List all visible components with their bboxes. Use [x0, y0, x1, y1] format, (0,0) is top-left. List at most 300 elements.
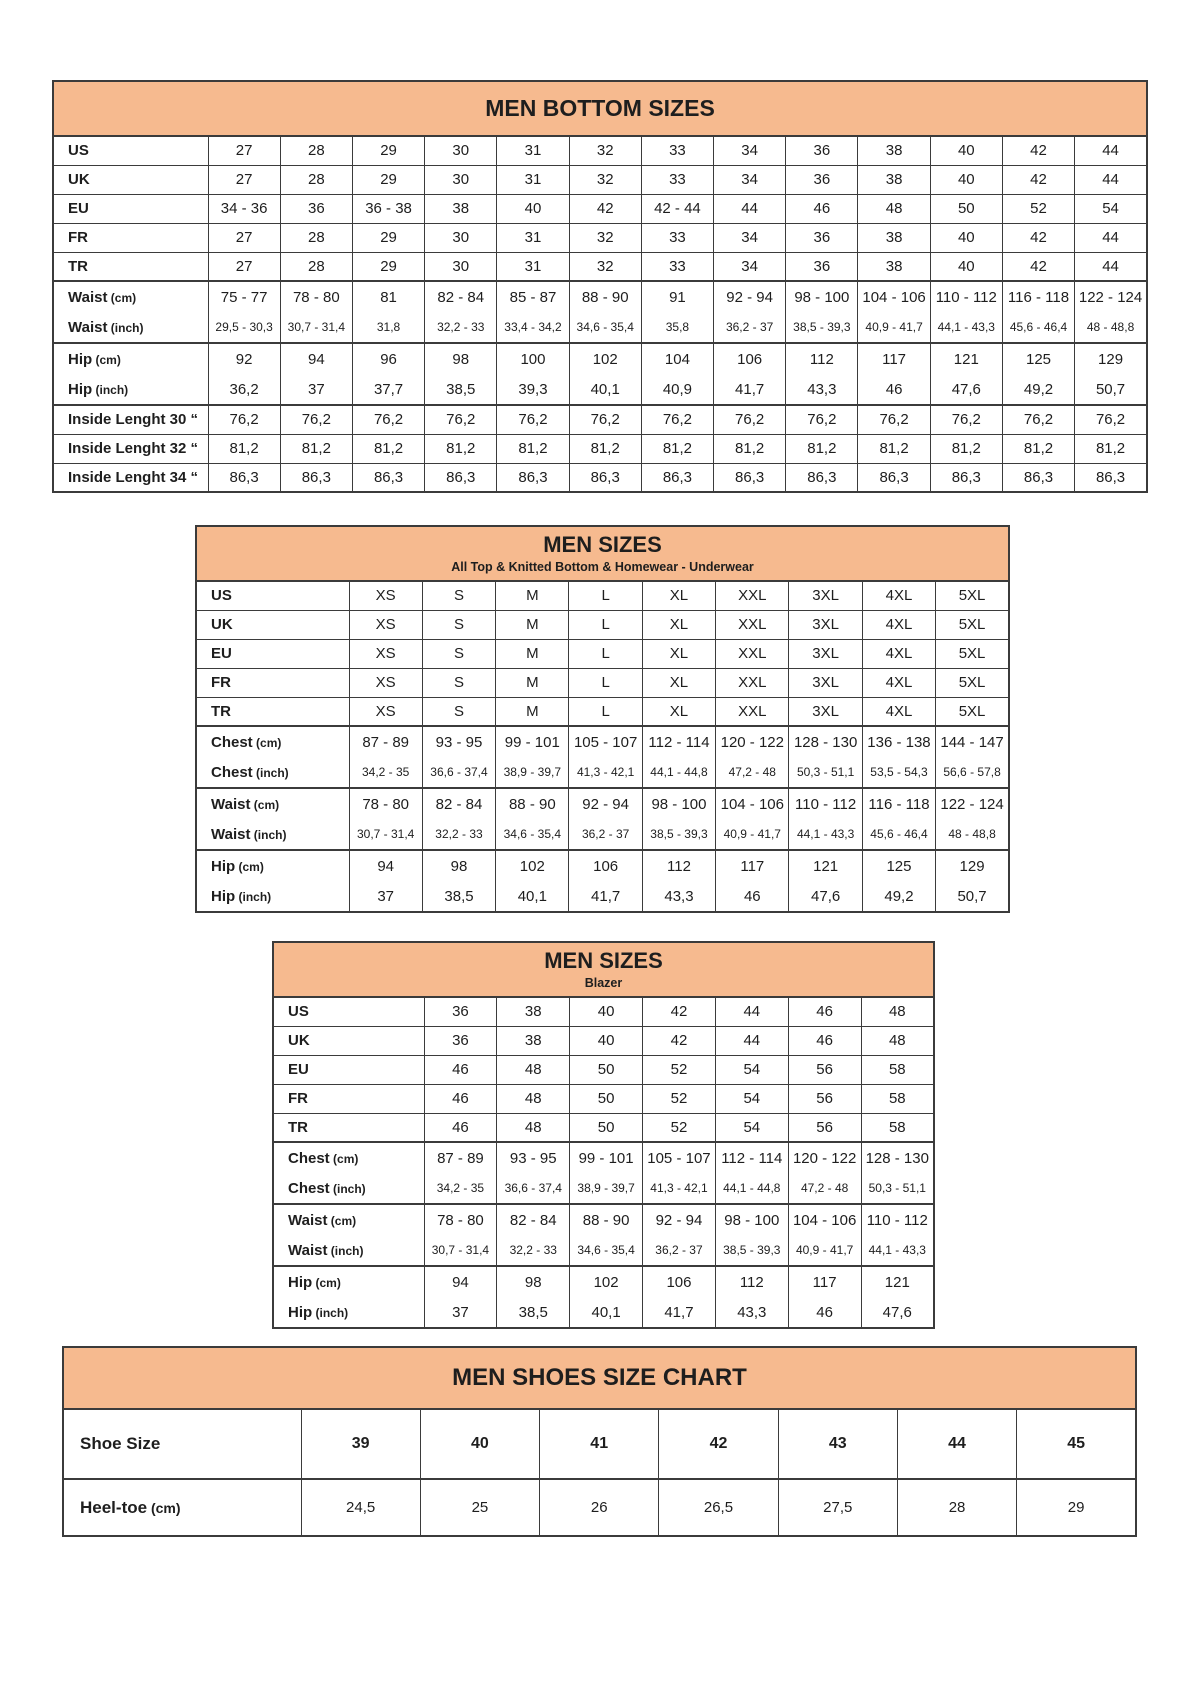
size-cell: 46 — [788, 1297, 861, 1328]
size-cell: 76,2 — [930, 405, 1002, 434]
size-cell: 50 — [570, 1055, 643, 1084]
size-cell: 38,5 - 39,3 — [786, 312, 858, 343]
size-cell: 5XL — [936, 668, 1009, 697]
size-cell: 48 — [497, 1113, 570, 1142]
size-cell: 86,3 — [714, 463, 786, 492]
size-cell: M — [496, 581, 569, 610]
size-cell: 39 — [301, 1409, 420, 1479]
row-label-unit: (inch) — [250, 827, 287, 842]
size-cell: 34,6 - 35,4 — [570, 1235, 643, 1266]
size-cell: 32,2 - 33 — [497, 1235, 570, 1266]
row-label-unit: (cm) — [327, 1213, 357, 1228]
row-label-text: Inside Lenght 34 “ — [68, 468, 199, 486]
size-cell: 40,9 - 41,7 — [716, 819, 789, 850]
size-cell: 32 — [569, 165, 641, 194]
size-cell: 26,5 — [659, 1479, 778, 1536]
size-cell: 34,2 - 35 — [424, 1173, 497, 1204]
size-cell: 38,5 - 39,3 — [715, 1235, 788, 1266]
size-cell: 58 — [861, 1084, 934, 1113]
size-cell: 38,9 - 39,7 — [570, 1173, 643, 1204]
size-cell: 44 — [714, 194, 786, 223]
size-cell: 3XL — [789, 697, 862, 726]
size-cell: 46 — [786, 194, 858, 223]
size-cell: 75 - 77 — [208, 281, 280, 312]
size-cell: 81 — [352, 281, 424, 312]
size-cell: 48 — [861, 997, 934, 1026]
size-cell: 34 - 36 — [208, 194, 280, 223]
size-cell: 43,3 — [786, 374, 858, 405]
row-label-unit: (inch) — [107, 320, 144, 335]
size-cell: 76,2 — [425, 405, 497, 434]
size-cell: 86,3 — [786, 463, 858, 492]
size-cell: 42 — [1002, 252, 1074, 281]
size-cell: 86,3 — [569, 463, 641, 492]
size-cell: 40,9 - 41,7 — [858, 312, 930, 343]
size-cell: 38 — [497, 997, 570, 1026]
size-cell: 41,7 — [569, 881, 642, 912]
size-cell: 106 — [714, 343, 786, 374]
size-cell: 93 - 95 — [422, 726, 495, 757]
table-row — [53, 281, 1147, 312]
size-cell: 34,6 - 35,4 — [569, 312, 641, 343]
size-cell: L — [569, 581, 642, 610]
row-label — [196, 850, 349, 881]
size-cell: 120 - 122 — [788, 1142, 861, 1173]
size-cell: 106 — [569, 850, 642, 881]
size-cell: 48 - 48,8 — [936, 819, 1009, 850]
size-cell: 76,2 — [497, 405, 569, 434]
size-cell: 37 — [349, 881, 422, 912]
size-cell: 99 - 101 — [496, 726, 569, 757]
row-label-unit: (cm) — [147, 1499, 181, 1516]
table-row — [196, 788, 1009, 819]
row-label — [53, 223, 208, 252]
size-cell: 81,2 — [641, 434, 713, 463]
table-header-row — [53, 81, 1147, 136]
row-label — [53, 252, 208, 281]
size-cell: 32,2 - 33 — [422, 819, 495, 850]
size-cell: 41,7 — [714, 374, 786, 405]
size-cell: 4XL — [862, 639, 935, 668]
size-cell: 128 - 130 — [861, 1142, 934, 1173]
size-cell: L — [569, 610, 642, 639]
size-cell: 50,3 - 51,1 — [861, 1173, 934, 1204]
table-row — [196, 610, 1009, 639]
table-row — [196, 850, 1009, 881]
size-cell: M — [496, 610, 569, 639]
size-cell: 125 — [1002, 343, 1074, 374]
size-cell: M — [496, 668, 569, 697]
size-cell: 36,6 - 37,4 — [497, 1173, 570, 1204]
size-cell: 54 — [715, 1113, 788, 1142]
size-cell: 144 - 147 — [936, 726, 1009, 757]
size-cell: 110 - 112 — [789, 788, 862, 819]
size-cell: 86,3 — [352, 463, 424, 492]
size-cell: 49,2 — [1002, 374, 1074, 405]
size-cell: 88 - 90 — [496, 788, 569, 819]
size-cell: 76,2 — [208, 405, 280, 434]
size-cell: 122 - 124 — [936, 788, 1009, 819]
size-cell: 48 — [497, 1084, 570, 1113]
size-cell: 48 — [858, 194, 930, 223]
table-row — [196, 726, 1009, 757]
size-cell: 36 — [424, 1026, 497, 1055]
size-cell: 29,5 - 30,3 — [208, 312, 280, 343]
table-row — [196, 581, 1009, 610]
row-label-text: Chest — [288, 1149, 330, 1167]
size-cell: 86,3 — [208, 463, 280, 492]
size-cell: 102 — [570, 1266, 643, 1297]
size-cell: 56 — [788, 1084, 861, 1113]
size-cell: 91 — [641, 281, 713, 312]
row-label — [196, 788, 349, 819]
size-cell: 86,3 — [1002, 463, 1074, 492]
size-cell: 37 — [424, 1297, 497, 1328]
row-label-text: Hip — [211, 857, 236, 875]
size-cell: 78 - 80 — [424, 1204, 497, 1235]
size-cell: 46 — [424, 1084, 497, 1113]
row-label-text: UK — [68, 171, 90, 188]
row-label-unit: (cm) — [92, 352, 121, 367]
size-cell: 45,6 - 46,4 — [862, 819, 935, 850]
size-cell: 41,7 — [643, 1297, 716, 1328]
size-cell: 42 — [659, 1409, 778, 1479]
size-cell: 40 — [930, 165, 1002, 194]
row-label — [273, 1235, 424, 1266]
row-label-text: Hip — [288, 1303, 313, 1321]
row-label — [273, 1026, 424, 1055]
size-cell: 42 — [643, 1026, 716, 1055]
size-cell: 4XL — [862, 581, 935, 610]
size-cell: 30,7 - 31,4 — [424, 1235, 497, 1266]
size-cell: 44 — [1075, 223, 1147, 252]
row-label — [53, 343, 208, 374]
size-cell: 81,2 — [1002, 434, 1074, 463]
size-cell: 46 — [716, 881, 789, 912]
size-cell: 128 - 130 — [789, 726, 862, 757]
size-cell: 38 — [858, 165, 930, 194]
size-cell: 36,2 — [208, 374, 280, 405]
table-row — [273, 1026, 934, 1055]
size-cell: 117 — [716, 850, 789, 881]
size-cell: 86,3 — [641, 463, 713, 492]
row-label — [63, 1479, 301, 1536]
row-label-text: Heel-toe — [80, 1497, 148, 1517]
size-cell: 81,2 — [352, 434, 424, 463]
size-cell: 81,2 — [930, 434, 1002, 463]
table-row — [273, 1266, 934, 1297]
size-cell: 76,2 — [858, 405, 930, 434]
size-cell: XL — [642, 639, 715, 668]
size-cell: 44 — [1075, 136, 1147, 165]
table-row — [273, 1297, 934, 1328]
size-cell: 4XL — [862, 610, 935, 639]
table-title: MEN BOTTOM SIZES — [485, 94, 715, 121]
row-label-text: TR — [211, 702, 231, 720]
size-cell: 4XL — [862, 697, 935, 726]
table-row — [53, 223, 1147, 252]
size-cell: 4XL — [862, 668, 935, 697]
size-cell: 98 - 100 — [786, 281, 858, 312]
size-cell: 32 — [569, 252, 641, 281]
size-cell: 48 - 48,8 — [1075, 312, 1147, 343]
size-cell: 29 — [352, 223, 424, 252]
row-label — [196, 668, 349, 697]
size-cell: S — [422, 581, 495, 610]
size-cell: 76,2 — [1075, 405, 1147, 434]
row-label-text: US — [211, 587, 232, 605]
row-label-text: Hip — [211, 887, 236, 905]
table-header-row — [63, 1347, 1136, 1409]
size-cell: 36 — [786, 252, 858, 281]
size-cell: 40 — [570, 997, 643, 1026]
size-cell: 26 — [540, 1479, 659, 1536]
size-cell: 28 — [280, 136, 352, 165]
table-row — [196, 881, 1009, 912]
size-cell: 40,1 — [496, 881, 569, 912]
size-cell: 58 — [861, 1113, 934, 1142]
size-cell: 93 - 95 — [497, 1142, 570, 1173]
size-cell: XS — [349, 697, 422, 726]
row-label-text: Waist — [288, 1241, 328, 1259]
row-label-unit: (inch) — [252, 765, 289, 780]
size-cell: XS — [349, 639, 422, 668]
size-cell: 46 — [858, 374, 930, 405]
row-label-text: FR — [211, 674, 231, 691]
size-cell: 85 - 87 — [497, 281, 569, 312]
size-cell: 48 — [497, 1055, 570, 1084]
table-title: MEN SIZES — [543, 531, 662, 557]
size-cell: 112 - 114 — [642, 726, 715, 757]
size-cell: 44,1 - 43,3 — [789, 819, 862, 850]
row-label-text: TR — [288, 1118, 308, 1136]
size-cell: 33,4 - 34,2 — [497, 312, 569, 343]
size-cell: 54 — [1075, 194, 1147, 223]
size-cell: 116 - 118 — [862, 788, 935, 819]
size-cell: 53,5 - 54,3 — [862, 757, 935, 788]
row-label — [273, 1204, 424, 1235]
table-row — [63, 1409, 1136, 1479]
row-label-text: Chest — [288, 1179, 330, 1197]
size-cell: 94 — [349, 850, 422, 881]
size-cell: 136 - 138 — [862, 726, 935, 757]
row-label — [53, 194, 208, 223]
size-cell: 27 — [208, 136, 280, 165]
size-cell: 36 — [786, 223, 858, 252]
size-cell: 88 - 90 — [569, 281, 641, 312]
size-cell: 81,2 — [425, 434, 497, 463]
size-cell: 42 — [643, 997, 716, 1026]
row-label-text: Inside Lenght 32 “ — [68, 440, 199, 457]
size-cell: 31 — [497, 252, 569, 281]
size-cell: 56 — [788, 1113, 861, 1142]
size-cell: 98 — [497, 1266, 570, 1297]
row-label — [196, 639, 349, 668]
size-cell: 92 - 94 — [714, 281, 786, 312]
size-cell: 82 - 84 — [425, 281, 497, 312]
row-label-unit: (inch) — [235, 889, 272, 904]
row-label — [196, 819, 349, 850]
table-row — [273, 1173, 934, 1204]
size-cell: 3XL — [789, 639, 862, 668]
row-label — [53, 463, 208, 492]
size-cell: 38 — [858, 252, 930, 281]
row-label-text: Shoe Size — [80, 1434, 161, 1453]
size-cell: XS — [349, 581, 422, 610]
row-label — [273, 1173, 424, 1204]
size-cell: XXL — [716, 697, 789, 726]
row-label-unit: (cm) — [107, 290, 137, 305]
row-label — [53, 165, 208, 194]
size-cell: 29 — [352, 252, 424, 281]
size-cell: XXL — [716, 610, 789, 639]
men-bottom-sizes-table — [52, 80, 1148, 493]
size-cell: 81,2 — [1075, 434, 1147, 463]
size-cell: 29 — [1017, 1479, 1136, 1536]
row-label — [53, 312, 208, 343]
size-cell: 122 - 124 — [1075, 281, 1147, 312]
size-cell: 36,2 - 37 — [643, 1235, 716, 1266]
size-cell: 81,2 — [280, 434, 352, 463]
size-cell: 86,3 — [1075, 463, 1147, 492]
row-label — [53, 281, 208, 312]
size-cell: 112 - 114 — [715, 1142, 788, 1173]
size-cell: 50 — [570, 1113, 643, 1142]
size-cell: 40 — [570, 1026, 643, 1055]
row-label-text: US — [68, 142, 89, 160]
row-label — [273, 1055, 424, 1084]
size-cell: 54 — [715, 1055, 788, 1084]
size-cell: 40 — [930, 136, 1002, 165]
size-cell: 44,1 - 44,8 — [642, 757, 715, 788]
size-cell: 36 — [786, 136, 858, 165]
table-row — [273, 997, 934, 1026]
size-cell: 54 — [715, 1084, 788, 1113]
row-label-unit: (inch) — [312, 1305, 349, 1320]
size-cell: 36,2 - 37 — [714, 312, 786, 343]
size-cell: 81,2 — [786, 434, 858, 463]
row-label-unit: (inch) — [327, 1243, 364, 1258]
size-cell: 110 - 112 — [930, 281, 1002, 312]
size-cell: L — [569, 668, 642, 697]
size-cell: 42 - 44 — [641, 194, 713, 223]
size-cell: 31 — [497, 223, 569, 252]
table-row — [53, 463, 1147, 492]
table-title: MEN SHOES SIZE CHART — [452, 1363, 747, 1391]
size-cell: 31 — [497, 136, 569, 165]
size-cell: 24,5 — [301, 1479, 420, 1536]
size-cell: 44,1 - 43,3 — [930, 312, 1002, 343]
row-label-text: EU — [68, 200, 89, 217]
size-cell: 76,2 — [714, 405, 786, 434]
size-cell: 42 — [569, 194, 641, 223]
row-label-text: Waist — [68, 288, 108, 306]
row-label — [273, 1142, 424, 1173]
size-cell: 87 - 89 — [424, 1142, 497, 1173]
table-row — [53, 405, 1147, 434]
table-row — [53, 194, 1147, 223]
table-row — [53, 312, 1147, 343]
table-row — [196, 819, 1009, 850]
row-label — [196, 581, 349, 610]
size-cell: 121 — [861, 1266, 934, 1297]
size-cell: 49,2 — [862, 881, 935, 912]
size-cell: 38 — [858, 223, 930, 252]
size-cell: 125 — [862, 850, 935, 881]
size-cell: 117 — [858, 343, 930, 374]
size-cell: 98 — [425, 343, 497, 374]
size-cell: M — [496, 639, 569, 668]
row-label — [273, 1113, 424, 1142]
row-label — [196, 726, 349, 757]
size-cell: 40,9 — [641, 374, 713, 405]
size-cell: 47,6 — [861, 1297, 934, 1328]
size-cell: 34 — [714, 252, 786, 281]
row-label-text: FR — [288, 1090, 308, 1107]
table-row — [196, 639, 1009, 668]
size-cell: 33 — [641, 165, 713, 194]
size-cell: 38 — [858, 136, 930, 165]
size-cell: 47,2 - 48 — [716, 757, 789, 788]
size-cell: 44,1 - 43,3 — [861, 1235, 934, 1266]
size-cell: 46 — [424, 1113, 497, 1142]
size-cell: 33 — [641, 136, 713, 165]
size-cell: 47,6 — [930, 374, 1002, 405]
size-cell: 3XL — [789, 668, 862, 697]
size-cell: 28 — [280, 252, 352, 281]
size-cell: 44,1 - 44,8 — [715, 1173, 788, 1204]
table-row — [273, 1204, 934, 1235]
size-cell: 104 - 106 — [858, 281, 930, 312]
size-cell: 30 — [425, 136, 497, 165]
size-cell: 50,3 - 51,1 — [789, 757, 862, 788]
size-cell: 31,8 — [352, 312, 424, 343]
size-cell: 36,6 - 37,4 — [422, 757, 495, 788]
size-cell: 44 — [897, 1409, 1016, 1479]
row-label-text: UK — [211, 616, 233, 633]
table-row — [53, 343, 1147, 374]
size-cell: XL — [642, 668, 715, 697]
size-cell: 40,1 — [570, 1297, 643, 1328]
size-cell: 41,3 - 42,1 — [569, 757, 642, 788]
size-cell: 44 — [1075, 165, 1147, 194]
size-cell: 50 — [930, 194, 1002, 223]
size-cell: 33 — [641, 223, 713, 252]
size-cell: 33 — [641, 252, 713, 281]
size-cell: 39,3 — [497, 374, 569, 405]
size-cell: 86,3 — [425, 463, 497, 492]
size-cell: S — [422, 697, 495, 726]
table-title: MEN SIZES — [544, 947, 663, 973]
size-cell: 81,2 — [714, 434, 786, 463]
size-cell: 45,6 - 46,4 — [1002, 312, 1074, 343]
size-cell: 102 — [496, 850, 569, 881]
size-cell: 52 — [643, 1113, 716, 1142]
size-cell: 38,5 — [422, 881, 495, 912]
size-cell: 29 — [352, 165, 424, 194]
size-cell: 112 — [642, 850, 715, 881]
size-cell: 96 — [352, 343, 424, 374]
row-label-text: Hip — [68, 380, 93, 398]
size-cell: 76,2 — [569, 405, 641, 434]
table-row — [196, 697, 1009, 726]
size-cell: XXL — [716, 581, 789, 610]
size-cell: 5XL — [936, 697, 1009, 726]
row-label — [196, 610, 349, 639]
row-label-unit: (inch) — [329, 1181, 366, 1196]
row-label-text: FR — [68, 229, 88, 246]
size-cell: 36 - 38 — [352, 194, 424, 223]
